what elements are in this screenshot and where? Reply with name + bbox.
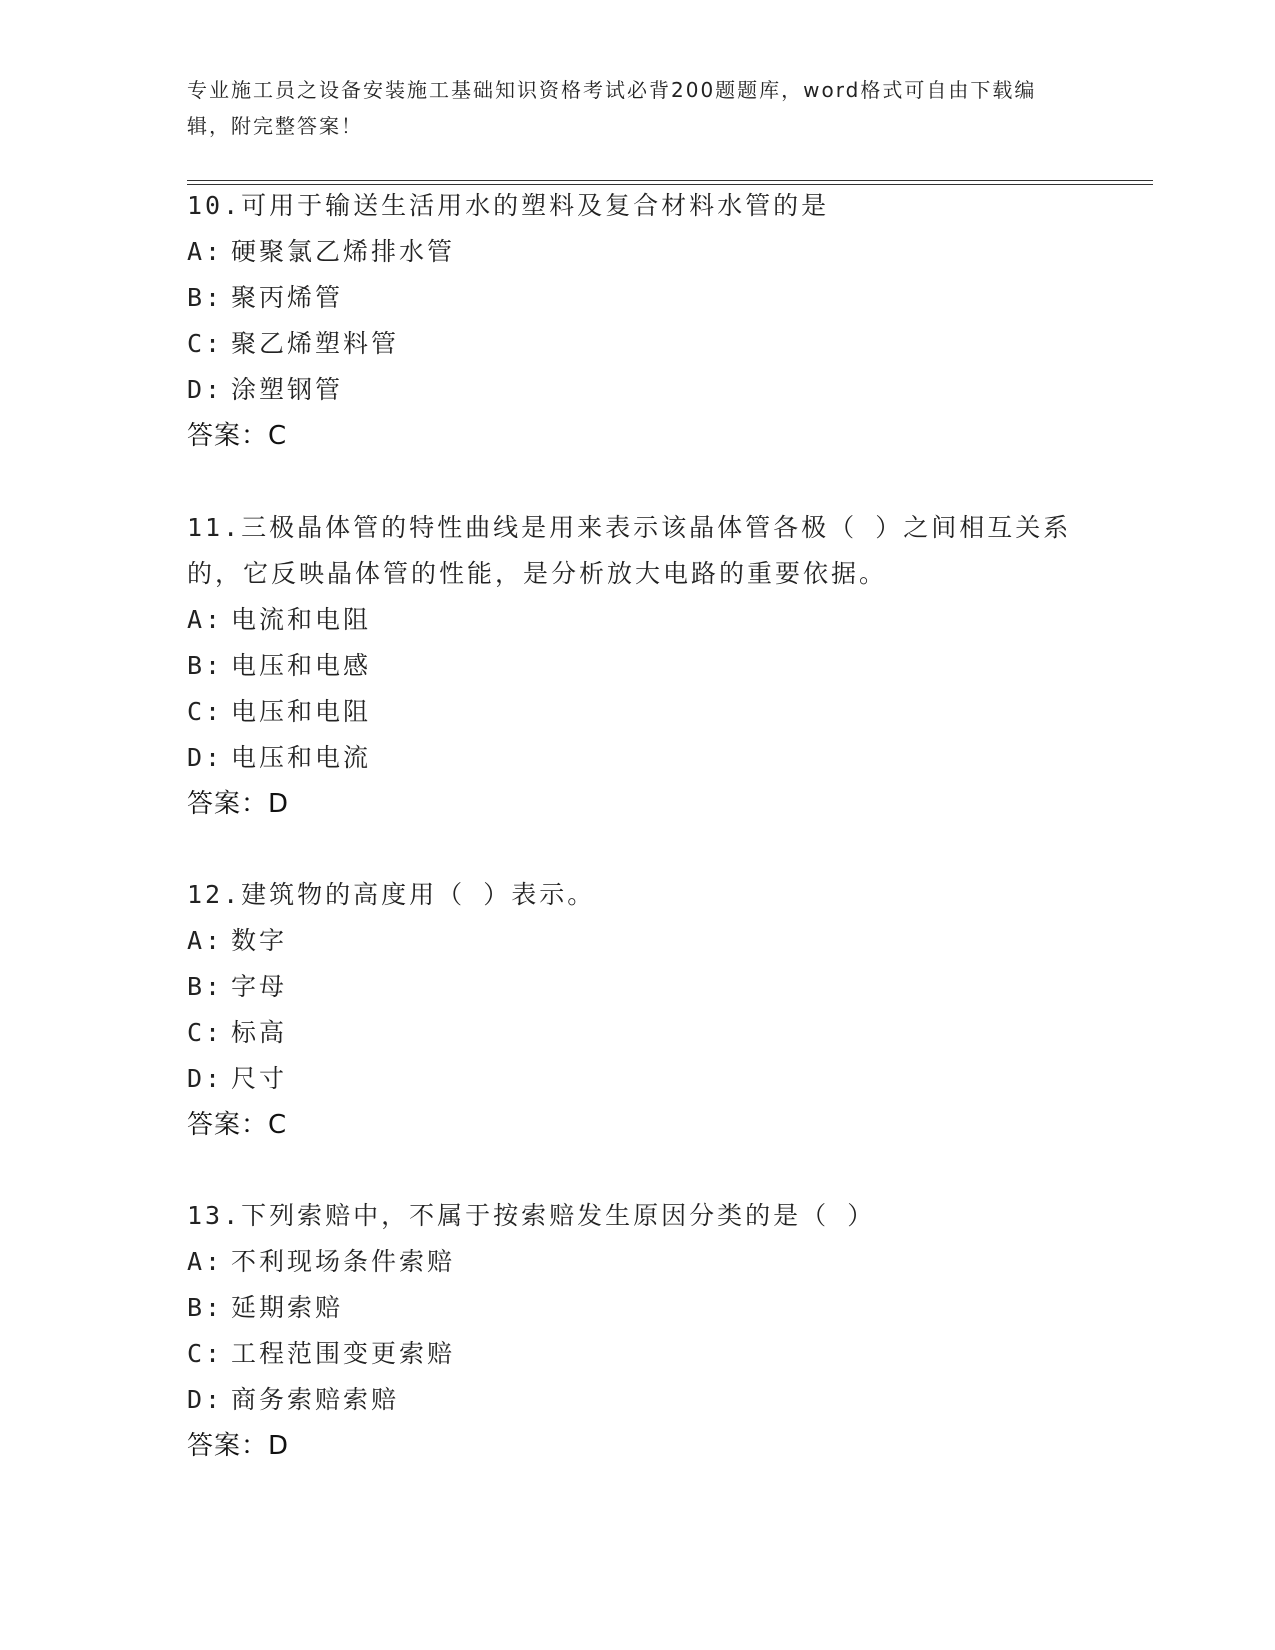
- option-key: A:: [187, 1247, 224, 1276]
- option-text: 标高: [231, 1018, 288, 1047]
- option-key: A:: [187, 926, 224, 955]
- option-a: [187, 597, 1087, 643]
- option-key: D:: [187, 1385, 224, 1414]
- option-d: [187, 735, 1087, 781]
- option-b: [187, 643, 1087, 689]
- option-text: 尺寸: [231, 1064, 288, 1093]
- question-block: [187, 1193, 1087, 1469]
- answer-line: 答案：C: [187, 421, 288, 451]
- option-key: C:: [187, 697, 224, 726]
- option-key: A:: [187, 237, 224, 266]
- option-text: 电压和电流: [231, 743, 372, 772]
- option-key: C:: [187, 1018, 224, 1047]
- option-a: [187, 1239, 1087, 1285]
- answer-line: 答案：D: [187, 1431, 290, 1461]
- option-text: 工程范围变更索赔: [231, 1339, 456, 1368]
- document-intro: 专业施工员之设备安装施工基础知识资格考试必背200题题库，word格式可自由下载编辑，附完整答案！: [187, 78, 1037, 138]
- option-d: [187, 367, 1087, 413]
- option-text: 涂塑钢管: [231, 375, 344, 404]
- option-d: [187, 1377, 1087, 1423]
- option-c: [187, 689, 1087, 735]
- option-text: 字母: [231, 972, 288, 1001]
- question-block: [187, 872, 1087, 1148]
- option-c: [187, 1010, 1087, 1056]
- question-stem: 12.建筑物的高度用（ ）表示。: [187, 880, 596, 909]
- option-key: B:: [187, 283, 224, 312]
- option-key: B:: [187, 1293, 224, 1322]
- option-text: 电流和电阻: [231, 605, 372, 634]
- option-d: [187, 1056, 1087, 1102]
- question-stem: 11.三极晶体管的特性曲线是用来表示该晶体管各极（ ）之间相互关系的，它反映晶体管的性能，是分析放大电路的重要依据。: [187, 513, 1072, 588]
- option-text: 聚丙烯管: [231, 283, 344, 312]
- question-block: [187, 183, 1087, 459]
- option-text: 商务索赔索赔: [231, 1385, 400, 1414]
- answer-line: 答案：D: [187, 789, 290, 819]
- option-key: A:: [187, 605, 224, 634]
- option-text: 不利现场条件索赔: [231, 1247, 456, 1276]
- option-b: [187, 1285, 1087, 1331]
- option-text: 电压和电阻: [231, 697, 372, 726]
- option-key: C:: [187, 1339, 224, 1368]
- option-text: 数字: [231, 926, 288, 955]
- option-key: B:: [187, 972, 224, 1001]
- question-stem: 10.可用于输送生活用水的塑料及复合材料水管的是: [187, 191, 830, 220]
- option-text: 硬聚氯乙烯排水管: [231, 237, 456, 266]
- option-key: B:: [187, 651, 224, 680]
- option-key: D:: [187, 375, 224, 404]
- option-c: [187, 1331, 1087, 1377]
- option-a: [187, 229, 1087, 275]
- answer-line: 答案：C: [187, 1110, 288, 1140]
- option-text: 延期索赔: [231, 1293, 344, 1322]
- question-block: [187, 505, 1087, 827]
- option-key: D:: [187, 1064, 224, 1093]
- option-key: C:: [187, 329, 224, 358]
- option-key: D:: [187, 743, 224, 772]
- option-text: 电压和电感: [231, 651, 372, 680]
- option-b: [187, 964, 1087, 1010]
- question-stem: 13.下列索赔中，不属于按索赔发生原因分类的是（ ）: [187, 1201, 876, 1230]
- option-a: [187, 918, 1087, 964]
- option-b: [187, 275, 1087, 321]
- option-text: 聚乙烯塑料管: [231, 329, 400, 358]
- option-c: [187, 321, 1087, 367]
